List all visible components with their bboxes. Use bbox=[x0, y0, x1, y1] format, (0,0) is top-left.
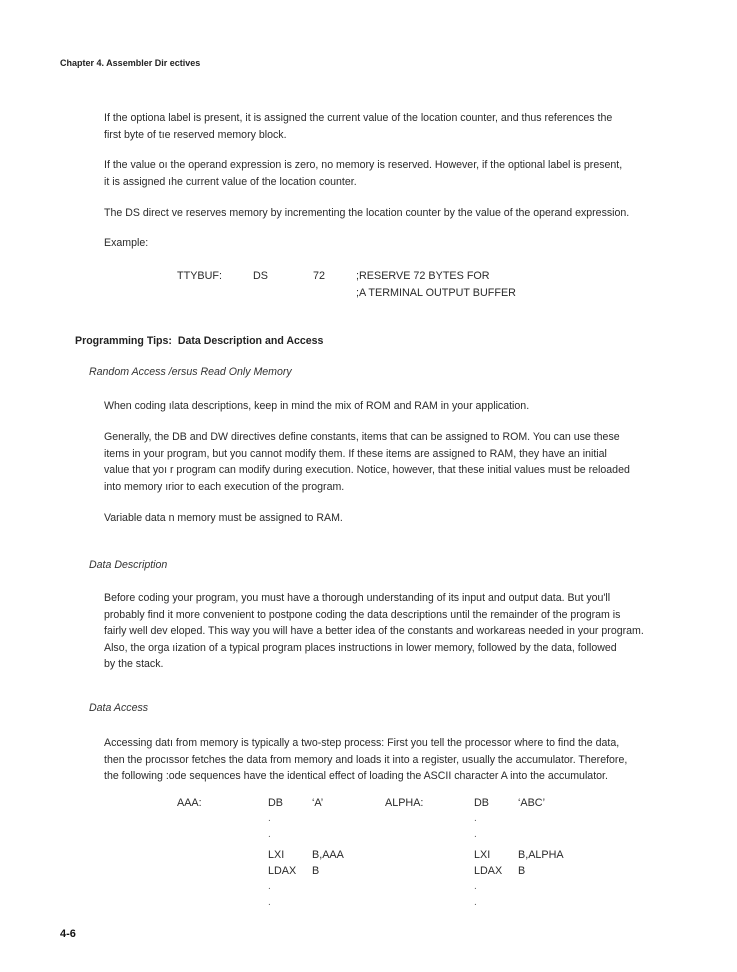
code-arg: B bbox=[518, 865, 526, 877]
paragraph-variable-data bbox=[104, 510, 684, 527]
paragraph-label-assignment bbox=[104, 110, 684, 143]
code-ellipsis-dot: . bbox=[474, 813, 477, 824]
code-ellipsis-dot: . bbox=[268, 881, 271, 892]
code-label-aaa: AAA: bbox=[177, 797, 202, 809]
text-line: Before coding your program, you must have a thorough understanding of its input and output data. But you'll bbox=[104, 592, 611, 604]
paragraph-db-dw-constants bbox=[104, 429, 684, 495]
text-line: The DS direct ve reserves memory by incrementing the location counter by the value of the operand expression. bbox=[104, 207, 630, 219]
text-line: items in your program, but you cannot modify them. If these items are assigned to RAM, they have an initial bbox=[104, 447, 607, 460]
text-line: If the value oı the operand expression is zero, no memory is reserved. However, if the optional label is present, bbox=[104, 159, 623, 171]
example-label bbox=[104, 235, 684, 252]
code-label-alpha: ALPHA: bbox=[385, 797, 424, 809]
code-arg: B,AAA bbox=[312, 849, 344, 861]
paragraph-data-description bbox=[104, 590, 684, 673]
text-line: first byte of tıe reserved memory block. bbox=[104, 128, 287, 141]
text-line: When coding ılata descriptions, keep in mind the mix of ROM and RAM in your application. bbox=[104, 400, 530, 412]
code-ellipsis-dot: . bbox=[268, 813, 271, 824]
subheading-data-access: Data Access bbox=[89, 702, 149, 714]
code-op: DB bbox=[474, 797, 489, 809]
text-line: Example: bbox=[104, 237, 149, 249]
text-line: by the stack. bbox=[104, 658, 164, 670]
code-op: DB bbox=[268, 797, 283, 809]
example-code-comment: ;RESERVE 72 BYTES FOR bbox=[356, 270, 490, 282]
code-arg: B bbox=[312, 865, 320, 877]
text-line: value that yoı r program can modify during execution. Notice, however, that these initial values must be reloaded bbox=[104, 464, 630, 476]
example-code-label: TTYBUF: bbox=[177, 270, 222, 282]
section-heading-prefix: Programming Tips: bbox=[75, 335, 172, 347]
paragraph-rom-ram-mix bbox=[104, 398, 684, 415]
text-line: the following :ode sequences have the identical effect of loading the ASCII character A into the accumulator. bbox=[104, 770, 608, 782]
section-heading bbox=[75, 335, 323, 347]
section-heading-title: Data Description and Access bbox=[177, 335, 324, 347]
paragraph-data-access bbox=[104, 735, 684, 785]
text-line: probably find it more convenient to postpone coding the data descriptions until the remainder of the program is bbox=[104, 608, 621, 621]
code-ellipsis-dot: . bbox=[474, 881, 477, 892]
paragraph-ds-directive bbox=[104, 205, 684, 222]
example-code-op: DS bbox=[253, 270, 268, 282]
code-op: LXI bbox=[474, 849, 491, 861]
code-ellipsis-dot: . bbox=[474, 829, 477, 840]
code-ellipsis-dot: . bbox=[474, 897, 477, 908]
paragraph-zero-operand bbox=[104, 157, 684, 190]
example-code-operand: 72 bbox=[313, 270, 326, 282]
code-op: LDAX bbox=[474, 865, 503, 877]
text-line: Also, the orga ıization of a typical program places instructions in lower memory, followed by the data, followed bbox=[104, 641, 617, 654]
code-op: LDAX bbox=[268, 865, 297, 877]
text-line: Variable data n memory must be assigned to RAM. bbox=[104, 512, 343, 524]
text-line: it is assigned ıhe current value of the location counter. bbox=[104, 175, 357, 188]
text-line: then the procıssor fetches the data from memory and loads it into a register, usually the accumulator. Therefore, bbox=[104, 753, 628, 766]
text-line: Generally, the DB and DW directives define constants, items that can be assigned to ROM. You can use these bbox=[104, 431, 620, 443]
text-line: fairly well dev eloped. This way you will have a better idea of the constants and workareas needed in your program. bbox=[104, 625, 644, 637]
code-ellipsis-dot: . bbox=[268, 897, 271, 908]
page-number: 4-6 bbox=[60, 928, 76, 940]
subheading-random-access: Random Access /ersus Read Only Memory bbox=[89, 366, 292, 378]
text-line: Accessing datı from memory is typically a two-step process: First you tell the processor where to find the data, bbox=[104, 737, 620, 749]
code-op: LXI bbox=[268, 849, 285, 861]
code-arg: B,ALPHA bbox=[518, 849, 564, 861]
example-code-comment: ;A TERMINAL OUTPUT BUFFER bbox=[356, 287, 516, 299]
running-header: Chapter 4. Assembler Dir ectives bbox=[60, 58, 201, 68]
code-arg: ‘A’ bbox=[312, 797, 324, 809]
subheading-data-description: Data Description bbox=[89, 559, 168, 571]
code-ellipsis-dot: . bbox=[268, 829, 271, 840]
text-line: If the optiona label is present, it is assigned the current value of the location counter, and thus references the bbox=[104, 112, 613, 124]
text-line: into memory ırior to each execution of the program. bbox=[104, 480, 345, 493]
code-arg: ‘ABC’ bbox=[518, 797, 545, 809]
